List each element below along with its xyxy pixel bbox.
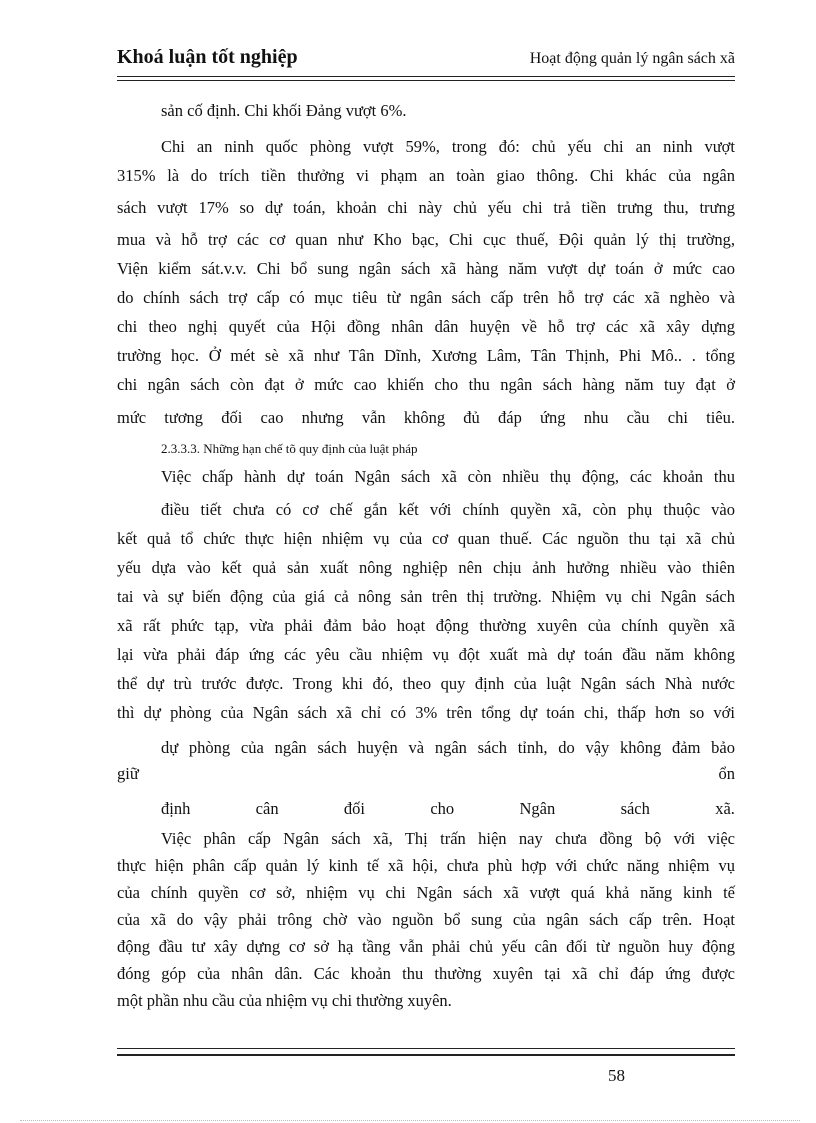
page-number: 58 <box>608 1066 625 1085</box>
text-line: sản cố định. Chi khối Đảng vượt 6%. <box>161 101 407 120</box>
word: sách <box>620 799 650 818</box>
header-thesis-title: Khoá luận tốt nghiệp <box>117 46 298 68</box>
text-line: thể dự trù trước được. Trong khi đó, theo quy định của luật Ngân sách Nhà nước <box>117 674 735 693</box>
text-line: kết quả tổ chức thực hiện nhiệm vụ của cơ quan thuế. Các nguồn thu tại xã chủ <box>117 529 735 548</box>
text-line: yếu dựa vào kết quả sản xuất nông nghiệp nên chịu ảnh hưởng nhiều vào thiên <box>117 558 735 577</box>
text-line: dự phòng của ngân sách huyện và ngân sách tỉnh, do vậy không đảm bảo <box>161 738 735 757</box>
text-line: chi ngân sách còn đạt ở mức cao khiến cho thu ngân sách hàng năm tuy đạt ở <box>117 375 735 394</box>
word: xã. <box>715 799 735 818</box>
text-line: mua và hỗ trợ các cơ quan như Kho bạc, Chi cục thuế, Đội quản lý thị trường, <box>117 230 735 249</box>
word: cân <box>255 799 279 818</box>
text-line: xã rất phức tạp, vừa phải đảm bảo hoạt động thường xuyên của chính quyền xã <box>117 616 735 635</box>
text-line: Chi an ninh quốc phòng vượt 59%, trong đó: chủ yếu chi an ninh vượt <box>161 137 735 156</box>
text-line: sách vượt 17% so dự toán, khoản chi này chủ yếu chi trả tiền trưng thu, trưng <box>117 198 735 217</box>
footer-rule <box>117 1048 735 1056</box>
text-line: lại vừa phải đáp ứng các yêu cầu nhiệm vụ đột xuất mà dự toán đầu năm không <box>117 645 735 664</box>
header-chapter-title: Hoạt động quản lý ngân sách xã <box>529 50 735 67</box>
word: Ngân <box>519 799 556 818</box>
text-line: chi theo nghị quyết của Hội đồng nhân dân huyện về hỗ trợ các xã xây dựng <box>117 317 735 336</box>
word: cho <box>430 799 455 818</box>
text-line: do chính sách trợ cấp có mục tiêu từ ngân sách cấp trên hỗ trợ các xã nghèo và <box>117 288 735 307</box>
text-line: thực hiện phân cấp quản lý kinh tế xã hội, chưa phù hợp với chức năng nhiệm vụ <box>117 856 735 875</box>
word: ổn <box>718 764 735 783</box>
paragraph-decentralization <box>117 825 735 1014</box>
text-line: điều tiết chưa có cơ chế gắn kết với chính quyền xã, còn phụ thuộc vào <box>161 500 735 519</box>
text-line: 315% là do trích tiền thưởng vi phạm an toàn giao thông. Chi khác của ngân <box>117 166 735 185</box>
paragraph-budget-execution <box>117 462 735 727</box>
text-line-spread <box>117 794 735 823</box>
paragraph-security-spending <box>117 132 735 432</box>
text-line: tai và sự biến động của giá cả nông sản trên thị trường. Nhiệm vụ chi Ngân sách <box>117 587 735 606</box>
text-line: trường học. Ở mét sè xã như Tân Dĩnh, Xương Lâm, Tân Thịnh, Phi Mô.. . tổng <box>117 346 735 365</box>
text-line: Việc chấp hành dự toán Ngân sách xã còn nhiều thụ động, các khoản thu <box>161 467 735 486</box>
text-line: động đầu tư xây dựng cơ sở hạ tầng vẫn phải chủ yếu cân đối từ nguồn huy động <box>117 937 735 956</box>
paragraph-reserve <box>117 733 735 823</box>
header-rule <box>117 76 735 81</box>
body-text <box>117 96 735 1014</box>
text-line: mức tương đối cao nhưng vẫn không đủ đáp ứng nhu cầu chi tiêu. <box>117 408 735 427</box>
text-line: đóng góp của nhân dân. Các khoản thu thường xuyên tại xã chỉ đáp ứng được <box>117 964 735 983</box>
text-line-gapped <box>117 759 735 788</box>
page-edge-dotted-line <box>20 1120 800 1121</box>
text-line: của chính quyền cơ sở, nhiệm vụ chi Ngân sách xã vượt quá khả năng kinh tế <box>117 883 735 902</box>
page-header <box>117 46 735 74</box>
section-subheading: 2.3.3.3. Những hạn chế tõ quy định của luật pháp <box>161 441 418 456</box>
text-line: một phần nhu cầu của nhiệm vụ chi thường xuyên. <box>117 991 452 1010</box>
text-line: của xã do vậy phải trông chờ vào nguồn bổ sung của ngân sách cấp trên. Hoạt <box>117 910 735 929</box>
word: định <box>161 799 191 818</box>
text-line: thì dự phòng của Ngân sách xã chỉ có 3% trên tổng dự toán chi, thấp hơn so với <box>117 703 735 722</box>
word: giữ <box>117 764 139 783</box>
text-line: Việc phân cấp Ngân sách xã, Thị trấn hiện nay chưa đồng bộ với việc <box>161 829 735 848</box>
word: đối <box>343 799 365 818</box>
text-line: Viện kiểm sát.v.v. Chi bổ sung ngân sách xã hàng năm vượt dự toán ở mức cao <box>117 259 735 278</box>
